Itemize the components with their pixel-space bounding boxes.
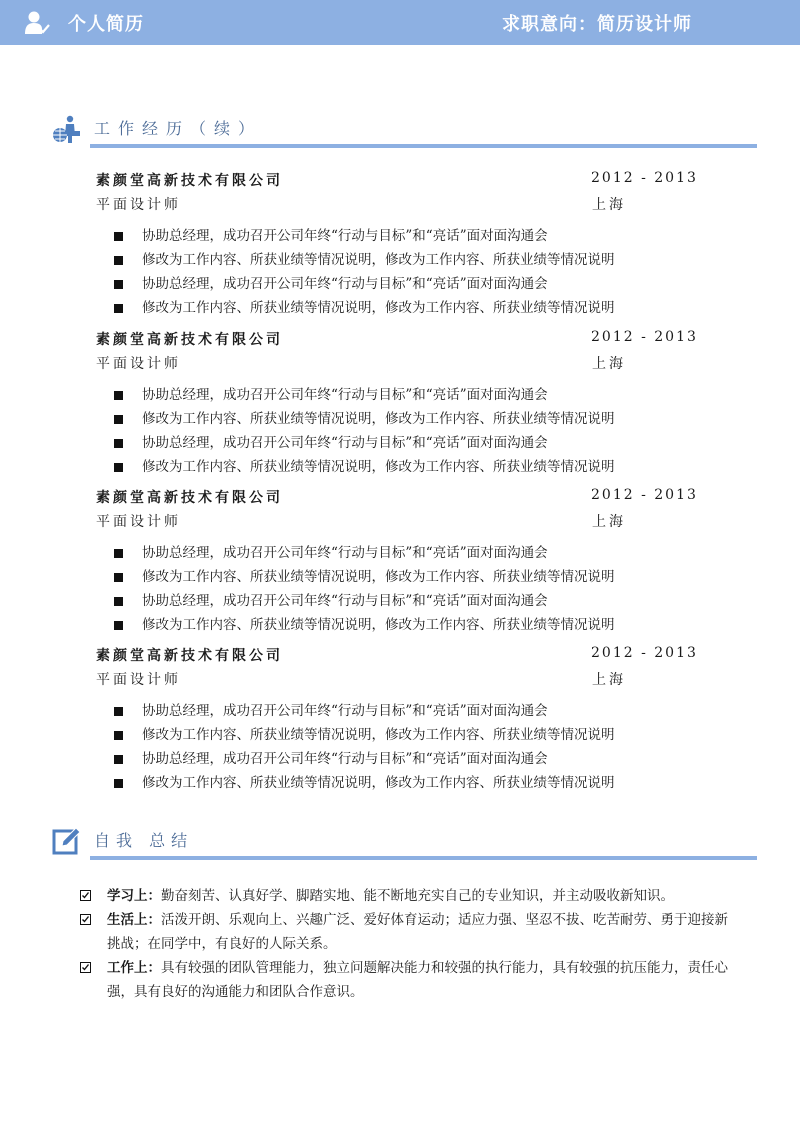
user-check-icon xyxy=(24,10,50,36)
job-position: 平面设计师 xyxy=(96,672,181,688)
resume-title: 个人简历 xyxy=(68,13,144,35)
summary-text: 活泼开朗、乐观向上、兴趣广泛、爱好体育运动；适应力强、坚忍不拔、吃苦耐劳、勇于迎接新挑战；在同学中，有良好的人际关系。 xyxy=(107,912,728,952)
job-bullet: 协助总经理，成功召开公司年终“行动与目标”和“亮话”面对面沟通会 xyxy=(96,699,706,723)
job-bullet: 修改为工作内容、所获业绩等情况说明，修改为工作内容、所获业绩等情况说明 xyxy=(96,771,706,795)
square-bullet-icon xyxy=(114,304,123,313)
square-bullet-icon xyxy=(114,232,123,241)
square-bullet-icon xyxy=(114,621,123,630)
work-section-title: 工作经历（续） xyxy=(94,119,263,138)
job-bullet-list xyxy=(96,699,706,795)
square-bullet-icon xyxy=(114,439,123,448)
summary-label: 学习上： xyxy=(107,888,161,904)
job-bullet: 修改为工作内容、所获业绩等情况说明，修改为工作内容、所获业绩等情况说明 xyxy=(96,248,706,272)
job-position: 平面设计师 xyxy=(96,197,181,213)
section-divider xyxy=(90,144,757,148)
job-dates: 2012 - 2013 xyxy=(591,487,698,503)
job-bullet: 协助总经理，成功召开公司年终“行动与目标”和“亮话”面对面沟通会 xyxy=(96,431,706,455)
summary-label: 工作上： xyxy=(107,960,161,976)
square-bullet-icon xyxy=(114,707,123,716)
job-bullet-list xyxy=(96,541,706,637)
summary-list xyxy=(78,884,738,1004)
square-bullet-icon xyxy=(114,573,123,582)
checkbox-checked-icon xyxy=(80,914,91,925)
job-city: 上海 xyxy=(592,197,626,213)
job-bullet: 修改为工作内容、所获业绩等情况说明，修改为工作内容、所获业绩等情况说明 xyxy=(96,407,706,431)
job-bullet: 协助总经理，成功召开公司年终“行动与目标”和“亮话”面对面沟通会 xyxy=(96,383,706,407)
summary-item xyxy=(78,908,738,956)
job-bullet-list xyxy=(96,224,706,320)
job-city: 上海 xyxy=(592,672,626,688)
job-entry xyxy=(96,170,706,320)
header-bar xyxy=(0,0,800,45)
square-bullet-icon xyxy=(114,731,123,740)
job-entry xyxy=(96,645,706,795)
checkbox-checked-icon xyxy=(80,890,91,901)
job-bullet-list xyxy=(96,383,706,479)
summary-section-title: 自我 总结 xyxy=(94,831,194,850)
job-objective: 求职意向：简历设计师 xyxy=(502,13,692,35)
job-city: 上海 xyxy=(592,514,626,530)
job-entry xyxy=(96,487,706,637)
square-bullet-icon xyxy=(114,256,123,265)
summary-section-header xyxy=(52,824,757,860)
job-bullet: 修改为工作内容、所获业绩等情况说明，修改为工作内容、所获业绩等情况说明 xyxy=(96,613,706,637)
summary-text: 具有较强的团队管理能力，独立问题解决能力和较强的执行能力，具有较强的抗压能力，责任心强，具有良好的沟通能力和团队合作意识。 xyxy=(107,960,728,1000)
job-bullet: 修改为工作内容、所获业绩等情况说明，修改为工作内容、所获业绩等情况说明 xyxy=(96,455,706,479)
summary-text: 勤奋刻苦、认真好学、脚踏实地、能不断地充实自己的专业知识，并主动吸收新知识。 xyxy=(161,888,674,904)
job-position: 平面设计师 xyxy=(96,356,181,372)
job-bullet: 协助总经理，成功召开公司年终“行动与目标”和“亮话”面对面沟通会 xyxy=(96,541,706,565)
square-bullet-icon xyxy=(114,463,123,472)
edit-note-icon xyxy=(52,826,82,856)
businessman-globe-icon xyxy=(52,114,82,144)
job-entry xyxy=(96,329,706,479)
checkbox-checked-icon xyxy=(80,962,91,973)
square-bullet-icon xyxy=(114,391,123,400)
job-bullet: 协助总经理，成功召开公司年终“行动与目标”和“亮话”面对面沟通会 xyxy=(96,589,706,613)
square-bullet-icon xyxy=(114,280,123,289)
job-dates: 2012 - 2013 xyxy=(591,170,698,186)
square-bullet-icon xyxy=(114,597,123,606)
summary-label: 生活上： xyxy=(107,912,161,928)
job-position: 平面设计师 xyxy=(96,514,181,530)
job-company: 素颜堂高新技术有限公司 xyxy=(96,332,283,348)
job-bullet: 修改为工作内容、所获业绩等情况说明，修改为工作内容、所获业绩等情况说明 xyxy=(96,723,706,747)
square-bullet-icon xyxy=(114,549,123,558)
job-city: 上海 xyxy=(592,356,626,372)
job-bullet: 协助总经理，成功召开公司年终“行动与目标”和“亮话”面对面沟通会 xyxy=(96,272,706,296)
summary-item xyxy=(78,884,738,908)
square-bullet-icon xyxy=(114,779,123,788)
job-bullet: 修改为工作内容、所获业绩等情况说明，修改为工作内容、所获业绩等情况说明 xyxy=(96,565,706,589)
square-bullet-icon xyxy=(114,755,123,764)
work-section-header xyxy=(52,112,757,148)
job-bullet: 修改为工作内容、所获业绩等情况说明，修改为工作内容、所获业绩等情况说明 xyxy=(96,296,706,320)
job-company: 素颜堂高新技术有限公司 xyxy=(96,648,283,664)
job-company: 素颜堂高新技术有限公司 xyxy=(96,173,283,189)
job-bullet: 协助总经理，成功召开公司年终“行动与目标”和“亮话”面对面沟通会 xyxy=(96,224,706,248)
job-bullet: 协助总经理，成功召开公司年终“行动与目标”和“亮话”面对面沟通会 xyxy=(96,747,706,771)
header-left xyxy=(0,10,144,36)
section-divider xyxy=(90,856,757,860)
summary-item xyxy=(78,956,738,1004)
job-dates: 2012 - 2013 xyxy=(591,329,698,345)
square-bullet-icon xyxy=(114,415,123,424)
job-dates: 2012 - 2013 xyxy=(591,645,698,661)
job-company: 素颜堂高新技术有限公司 xyxy=(96,490,283,506)
